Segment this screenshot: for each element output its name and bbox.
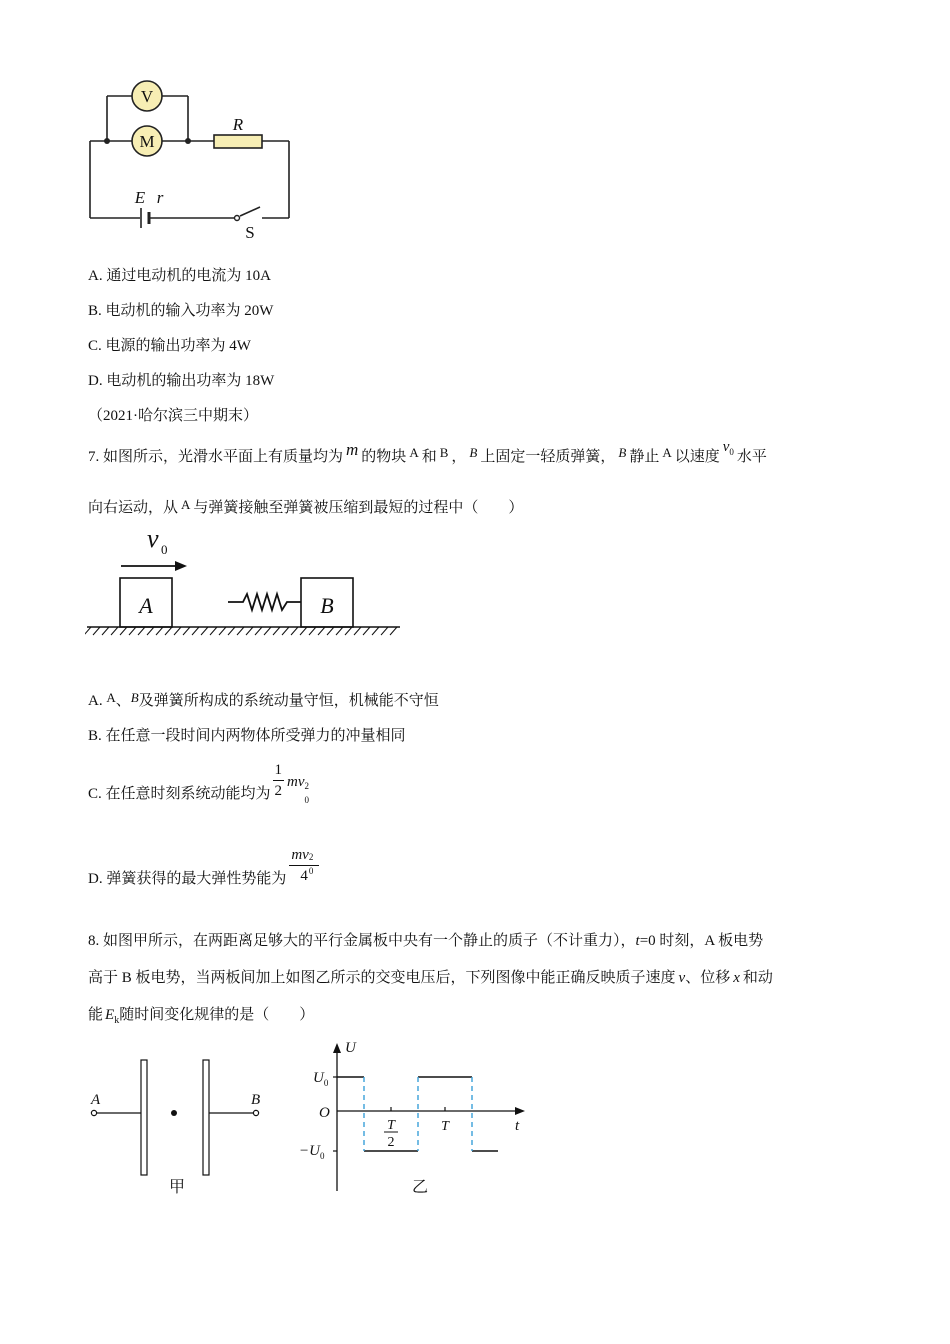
emf-label: E xyxy=(134,188,146,207)
q8-stem-line1: 8. 如图甲所示，在两距离足够大的平行金属板中央有一个静止的质子（不计重力），t=0 时刻，A 板电势 xyxy=(88,933,764,949)
block-b-label: B xyxy=(320,593,334,618)
u-axis-label: U xyxy=(345,1040,356,1056)
t-period-label: T xyxy=(441,1119,449,1134)
q6-option-c: C. 电源的输出功率为 4W xyxy=(88,338,251,354)
q6-option-b: B. 电动机的输入功率为 20W xyxy=(88,303,274,319)
t-axis-label: t xyxy=(515,1118,520,1134)
motor-label: M xyxy=(139,132,155,151)
origin-label: O xyxy=(319,1105,330,1121)
q7-option-b: B. 在任意一段时间内两物体所受弹力的冲量相同 xyxy=(88,728,406,744)
q8-stem-line3: 能 $E_k$随时间变化规律的是（ ） xyxy=(88,1007,315,1026)
q7-stem-line1: 7. 如图所示，光滑水平面上有质量均为 m 的物块 A 和 B ， B 上固定一轻质弹簧， B 静止 A 以速度$v_0$ 水平 xyxy=(88,439,767,465)
plate-a-label: A xyxy=(91,1092,101,1108)
q7-stem-line2: 向右运动，从 A 与弹簧接触至弹簧被压缩到最短的过程中（ ） xyxy=(88,497,524,516)
circuit-diagram xyxy=(80,75,310,245)
u0-label: $U_0$ xyxy=(313,1070,329,1088)
source-note: （2021·哈尔滨三中期末） xyxy=(88,408,258,424)
spring-icon xyxy=(228,594,301,610)
q7-option-d: D. 弹簧获得的最大弹性势能为 mv 2 0 4 xyxy=(88,845,319,895)
resistor-label: R xyxy=(232,115,244,134)
u-axis-arrow-icon xyxy=(333,1043,341,1053)
q8-stem-line2: 高于 B 板电势，当两板间加上如图乙所示的交变电压后，下列图像中能正确反映质子速度 v、位移 x 和动 xyxy=(88,970,773,986)
parallel-plates-diagram xyxy=(85,1055,275,1200)
proton-dot xyxy=(171,1110,177,1116)
internal-resistance-label: r xyxy=(156,188,164,207)
resistor-symbol xyxy=(214,135,262,148)
velocity-subscript: 0 xyxy=(161,542,168,557)
q6-option-d: D. 电动机的输出功率为 18W xyxy=(88,373,275,389)
t-half-numerator: T xyxy=(387,1118,395,1133)
block-a-label: A xyxy=(139,593,153,618)
blocks-spring-diagram xyxy=(85,520,405,640)
velocity-label: v xyxy=(147,524,159,553)
figure-yi-caption: 乙 xyxy=(412,1179,429,1196)
plate-b xyxy=(203,1060,209,1175)
figure-jia-caption: 甲 xyxy=(169,1179,186,1196)
q7-option-c: C. 在任意时刻系统动能均为 $\frac{1}{2}$ mv 2 0 xyxy=(88,762,310,805)
q6-option-a: A. 通过电动机的电流为 10A xyxy=(88,268,271,284)
t-axis-arrow-icon xyxy=(515,1107,525,1115)
plate-b-label: B xyxy=(251,1092,261,1108)
minus-u0-label: $-U_0$ xyxy=(299,1143,325,1161)
plate-a xyxy=(141,1060,147,1175)
q7-option-a: A. A、B及弹簧所构成的系统动量守恒，机械能不守恒 xyxy=(88,690,439,709)
t-half-denominator: 2 xyxy=(387,1135,395,1150)
velocity-arrow-icon xyxy=(175,561,187,571)
switch-label: S xyxy=(245,223,255,242)
voltmeter-label: V xyxy=(140,87,154,106)
alternating-voltage-graph xyxy=(295,1033,545,1203)
